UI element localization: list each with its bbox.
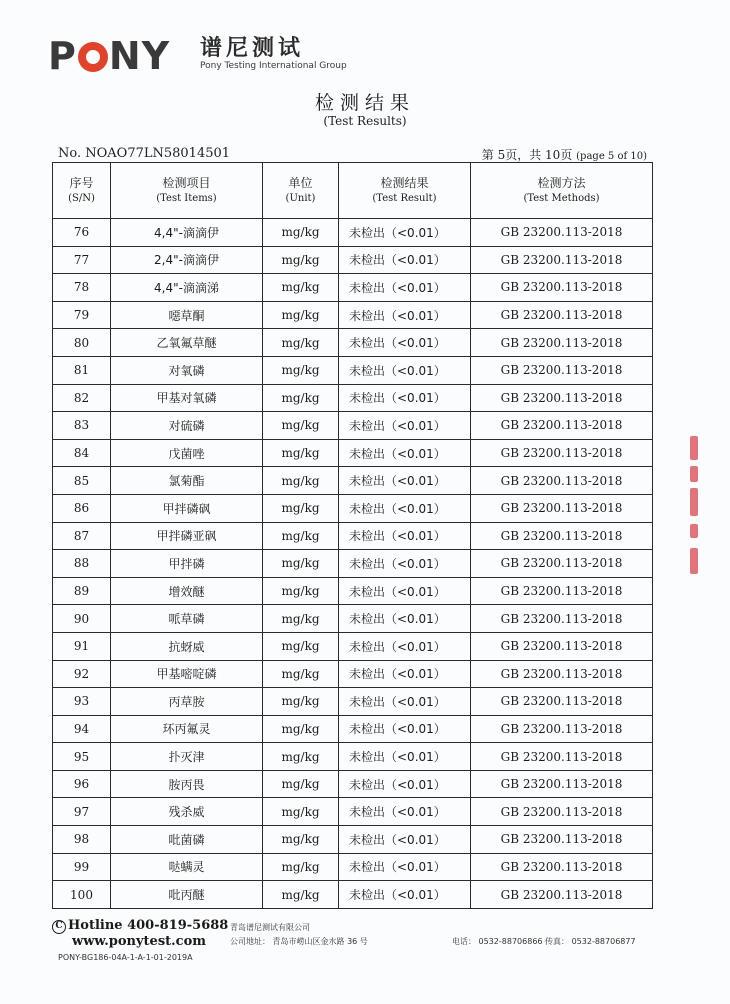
table-row [53,770,653,798]
table-row [53,798,653,826]
table-row [53,412,653,440]
table-row [53,577,653,605]
row-unit: mg/kg [263,522,339,550]
row-method: GB 23200.113-2018 [471,494,653,522]
row-test-item: 2,4"-滴滴伊 [111,246,263,274]
row-test-item: 对硫磷 [111,412,263,440]
company-address: 公司地址： 青岛市崂山区金水路 36 号 [230,937,368,946]
row-sn: 94 [53,715,111,743]
seal-fragment [688,436,702,576]
row-test-item: 环丙氟灵 [111,715,263,743]
row-result: 未检出（<0.01） [339,688,471,716]
row-sn: 81 [53,356,111,384]
table-row [53,853,653,881]
header-sn: 序号 (S/N) [53,163,111,219]
table-row [53,688,653,716]
row-test-item: 甲拌磷亚砜 [111,522,263,550]
row-sn: 98 [53,826,111,854]
table-row [53,246,653,274]
table-row [53,522,653,550]
company-logo [48,36,348,76]
row-method: GB 23200.113-2018 [471,798,653,826]
row-result: 未检出（<0.01） [339,274,471,302]
row-test-item: 戊菌唑 [111,439,263,467]
row-test-item: 吡菌磷 [111,826,263,854]
row-result: 未检出（<0.01） [339,881,471,909]
row-test-item: 对氧磷 [111,356,263,384]
logo-letters-ny: NY [108,34,171,78]
hotline: C Hotline 400-819-5688 [52,918,228,934]
company-contact: 电话： 0532-88706866 传真： 0532-88706877 [452,937,636,946]
row-test-item: 甲拌磷砜 [111,494,263,522]
row-unit: mg/kg [263,274,339,302]
row-method: GB 23200.113-2018 [471,881,653,909]
row-sn: 89 [53,577,111,605]
company-name: 青岛谱尼测试有限公司 [230,923,310,932]
row-sn: 82 [53,384,111,412]
row-result: 未检出（<0.01） [339,329,471,357]
table-row [53,743,653,771]
table-row [53,550,653,578]
header-test-items: 检测项目 (Test Items) [111,163,263,219]
page-title: 检测结果 [314,92,415,114]
row-method: GB 23200.113-2018 [471,770,653,798]
row-method: GB 23200.113-2018 [471,412,653,440]
table-row [53,467,653,495]
row-method: GB 23200.113-2018 [471,246,653,274]
row-method: GB 23200.113-2018 [471,329,653,357]
row-sn: 77 [53,246,111,274]
seal-stroke [690,548,698,574]
row-method: GB 23200.113-2018 [471,743,653,771]
row-test-item: 胺丙畏 [111,770,263,798]
row-test-item: 甲基嘧啶磷 [111,660,263,688]
seal-stroke [690,436,698,460]
row-method: GB 23200.113-2018 [471,688,653,716]
row-method: GB 23200.113-2018 [471,356,653,384]
table-row [53,715,653,743]
row-sn: 79 [53,301,111,329]
row-result: 未检出（<0.01） [339,577,471,605]
row-result: 未检出（<0.01） [339,467,471,495]
row-unit: mg/kg [263,853,339,881]
row-test-item: 噁草酮 [111,301,263,329]
row-result: 未检出（<0.01） [339,356,471,384]
results-table [52,162,653,909]
seal-stroke [690,488,698,516]
row-method: GB 23200.113-2018 [471,550,653,578]
page-indicator-cn: 第 5页，共 10页 [481,148,573,162]
row-unit: mg/kg [263,660,339,688]
row-result: 未检出（<0.01） [339,439,471,467]
row-sn: 91 [53,632,111,660]
table-row [53,660,653,688]
row-sn: 76 [53,219,111,247]
row-method: GB 23200.113-2018 [471,577,653,605]
row-unit: mg/kg [263,467,339,495]
row-method: GB 23200.113-2018 [471,660,653,688]
row-result: 未检出（<0.01） [339,412,471,440]
row-result: 未检出（<0.01） [339,798,471,826]
row-method: GB 23200.113-2018 [471,219,653,247]
row-sn: 84 [53,439,111,467]
row-sn: 92 [53,660,111,688]
row-unit: mg/kg [263,329,339,357]
row-sn: 86 [53,494,111,522]
row-method: GB 23200.113-2018 [471,384,653,412]
row-sn: 80 [53,329,111,357]
table-row [53,219,653,247]
row-unit: mg/kg [263,384,339,412]
row-method: GB 23200.113-2018 [471,274,653,302]
row-sn: 95 [53,743,111,771]
table-row [53,301,653,329]
header-test-methods: 检测方法 (Test Methods) [471,163,653,219]
row-test-item: 扑灭津 [111,743,263,771]
logo-chinese-name: 谱尼测试 [200,36,305,61]
row-test-item: 氯菊酯 [111,467,263,495]
row-unit: mg/kg [263,826,339,854]
row-result: 未检出（<0.01） [339,743,471,771]
row-result: 未检出（<0.01） [339,522,471,550]
website-link[interactable]: www.ponytest.com [72,934,207,949]
row-result: 未检出（<0.01） [339,550,471,578]
row-unit: mg/kg [263,743,339,771]
row-result: 未检出（<0.01） [339,853,471,881]
row-sn: 78 [53,274,111,302]
row-sn: 97 [53,798,111,826]
row-test-item: 甲基对氧磷 [111,384,263,412]
page-indicator [482,146,647,163]
row-test-item: 4,4"-滴滴伊 [111,219,263,247]
row-sn: 93 [53,688,111,716]
logo-english-name: Pony Testing International Group [200,61,347,71]
row-test-item: 增效醚 [111,577,263,605]
row-result: 未检出（<0.01） [339,826,471,854]
row-method: GB 23200.113-2018 [471,301,653,329]
row-test-item: 乙氧氟草醚 [111,329,263,357]
logo-letter-p: P [48,34,77,78]
page-indicator-en: (page 5 of 10) [576,151,647,162]
table-row [53,356,653,384]
row-unit: mg/kg [263,219,339,247]
row-method: GB 23200.113-2018 [471,826,653,854]
header-test-result: 检测结果 (Test Result) [339,163,471,219]
form-code: PONY-BG186-04A-1-A-1-01-2019A [58,953,193,962]
table-row [53,494,653,522]
row-sn: 85 [53,467,111,495]
row-result: 未检出（<0.01） [339,219,471,247]
row-unit: mg/kg [263,688,339,716]
row-test-item: 残杀威 [111,798,263,826]
row-unit: mg/kg [263,246,339,274]
table-row [53,605,653,633]
row-result: 未检出（<0.01） [339,770,471,798]
table-header-row [53,163,653,219]
row-method: GB 23200.113-2018 [471,605,653,633]
row-result: 未检出（<0.01） [339,605,471,633]
row-sn: 83 [53,412,111,440]
row-result: 未检出（<0.01） [339,246,471,274]
table-row [53,439,653,467]
row-unit: mg/kg [263,605,339,633]
report-number: No. NOAO77LN58014501 [58,146,231,161]
row-unit: mg/kg [263,770,339,798]
row-method: GB 23200.113-2018 [471,439,653,467]
row-unit: mg/kg [263,439,339,467]
header-unit: 单位 (Unit) [263,163,339,219]
row-test-item: 4,4"-滴滴涕 [111,274,263,302]
row-test-item: 甲拌磷 [111,550,263,578]
row-method: GB 23200.113-2018 [471,522,653,550]
table-row [53,274,653,302]
page-subtitle: (Test Results) [323,114,407,128]
row-test-item: 哌草磷 [111,605,263,633]
row-method: GB 23200.113-2018 [471,715,653,743]
seal-stroke [690,524,698,538]
row-result: 未检出（<0.01） [339,494,471,522]
row-unit: mg/kg [263,494,339,522]
row-test-item: 吡丙醚 [111,881,263,909]
row-unit: mg/kg [263,301,339,329]
row-result: 未检出（<0.01） [339,384,471,412]
table-row [53,329,653,357]
row-result: 未检出（<0.01） [339,632,471,660]
row-sn: 88 [53,550,111,578]
table-row [53,826,653,854]
row-sn: 87 [53,522,111,550]
row-unit: mg/kg [263,550,339,578]
row-sn: 99 [53,853,111,881]
row-result: 未检出（<0.01） [339,715,471,743]
row-method: GB 23200.113-2018 [471,853,653,881]
row-method: GB 23200.113-2018 [471,467,653,495]
logo-o-icon [78,42,108,72]
row-test-item: 丙草胺 [111,688,263,716]
row-unit: mg/kg [263,715,339,743]
logo-wordmark [48,36,170,76]
row-sn: 90 [53,605,111,633]
row-unit: mg/kg [263,577,339,605]
row-test-item: 哒螨灵 [111,853,263,881]
row-unit: mg/kg [263,798,339,826]
row-method: GB 23200.113-2018 [471,632,653,660]
row-unit: mg/kg [263,356,339,384]
row-unit: mg/kg [263,632,339,660]
row-test-item: 抗蚜威 [111,632,263,660]
table-row [53,632,653,660]
row-result: 未检出（<0.01） [339,301,471,329]
row-sn: 100 [53,881,111,909]
seal-stroke [690,466,698,482]
phone-icon: C [52,920,66,934]
row-result: 未检出（<0.01） [339,660,471,688]
row-unit: mg/kg [263,881,339,909]
table-row [53,384,653,412]
table-row [53,881,653,909]
row-sn: 96 [53,770,111,798]
row-unit: mg/kg [263,412,339,440]
